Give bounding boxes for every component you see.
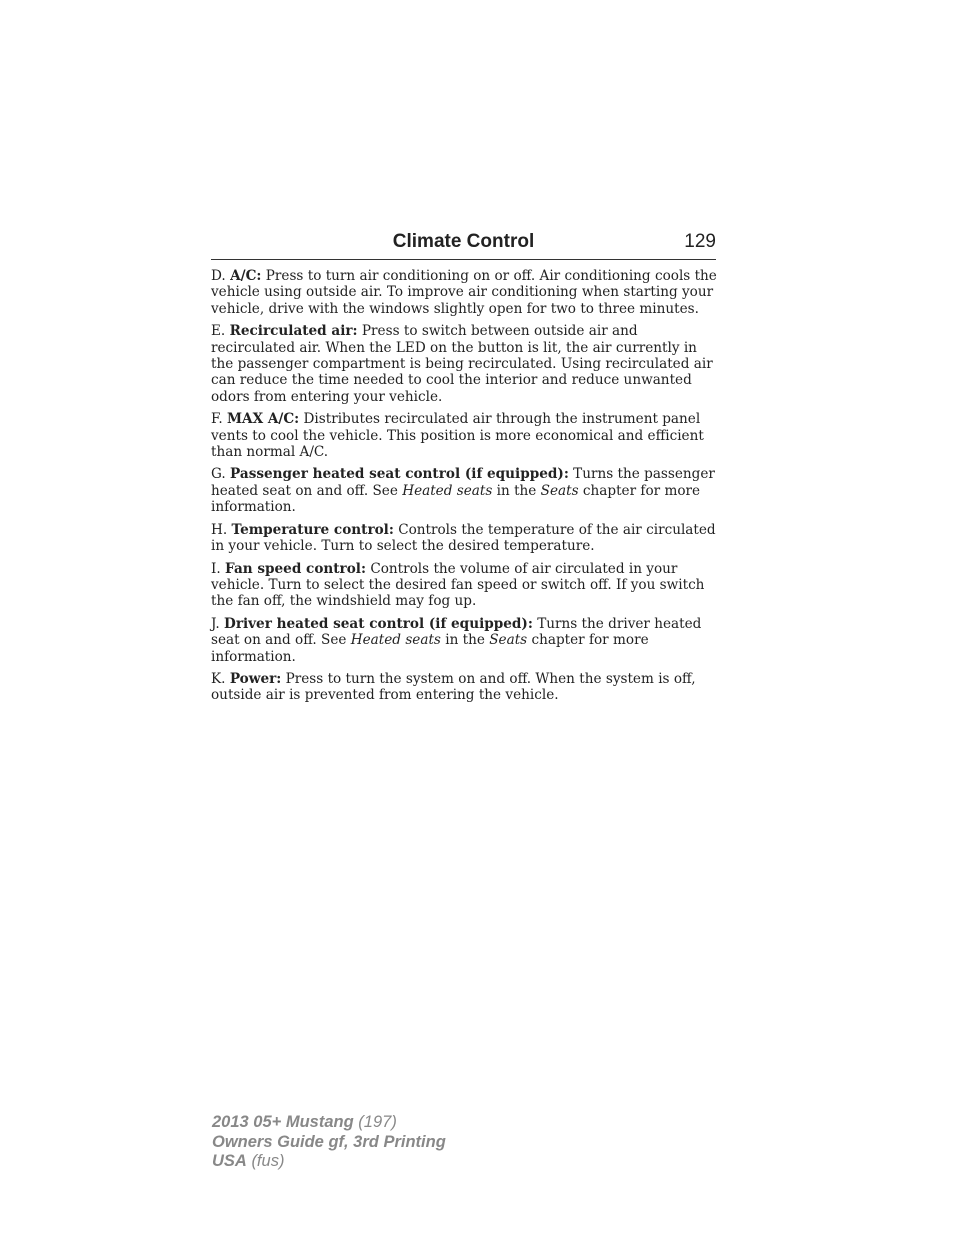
item-letter: D. <box>211 268 226 284</box>
item-term: Recirculated air: <box>229 323 358 340</box>
footer-market: USA <box>212 1152 247 1170</box>
cross-reference-seats: Seats <box>540 482 579 499</box>
item-letter: J. <box>211 615 220 632</box>
footer-line-market <box>212 1152 446 1172</box>
item-letter: K. <box>211 670 226 687</box>
item-text: Press to turn the system on and off. When the system is off, outside air is prevented from entering the vehicle. <box>211 670 696 704</box>
item-text: Turns the driver heated seat on and off. See <box>211 615 702 649</box>
item-term: Driver heated seat control (if equipped): <box>224 615 533 632</box>
page-body <box>211 268 717 710</box>
footer-model: 2013 05+ Mustang <box>212 1113 354 1131</box>
item-letter: H. <box>211 521 228 538</box>
item-f <box>211 411 717 460</box>
item-text: chapter for more information. <box>211 632 649 665</box>
item-text: Controls the temperature of the air circulated in your vehicle. Turn to select the desired temperature. <box>211 521 716 555</box>
item-d <box>211 268 717 317</box>
page-header <box>211 229 716 260</box>
item-letter: I. <box>211 560 221 577</box>
item-text: chapter for more information. <box>211 482 701 516</box>
item-text: Distributes recirculated air through the instrument panel vents to cool the vehicle. This position is more economical and efficient than normal A/C. <box>211 411 704 461</box>
page-footer <box>212 1113 446 1172</box>
item-term: MAX A/C: <box>226 411 300 428</box>
footer-guide: Owners Guide gf, 3rd Printing <box>212 1132 446 1151</box>
item-term: A/C: <box>230 268 262 284</box>
page-number: 129 <box>684 231 716 252</box>
item-text: Turns the passenger heated seat on and off. See <box>211 466 715 499</box>
item-term: Fan speed control: <box>225 560 366 577</box>
item-letter: G. <box>211 466 226 483</box>
item-term: Passenger heated seat control (if equipped): <box>230 466 569 483</box>
item-g <box>211 466 717 515</box>
item-term: Power: <box>229 670 282 687</box>
cross-reference-heated-seats: Heated seats <box>402 482 493 499</box>
item-text: Press to turn air conditioning on or off. Air conditioning cools the vehicle using outside air. To improve air conditioning when starting your vehicle, drive with the windows slightly open for two to three minutes. <box>211 268 717 317</box>
item-i <box>211 561 717 610</box>
footer-market-code: (fus) <box>251 1152 285 1170</box>
item-j <box>211 616 717 665</box>
item-k <box>211 671 717 704</box>
footer-model-code: (197) <box>358 1113 397 1131</box>
item-text: Controls the volume of air circulated in your vehicle. Turn to select the desired fan speed or switch off. If you switch the fan off, the windshield may fog up. <box>211 560 705 610</box>
cross-reference-seats: Seats <box>489 632 528 649</box>
chapter-title: Climate Control <box>392 231 535 252</box>
item-e <box>211 323 717 405</box>
footer-line-model <box>212 1113 446 1133</box>
item-letter: F. <box>211 411 223 428</box>
item-term: Temperature control: <box>231 521 394 538</box>
item-letter: E. <box>211 323 226 340</box>
item-h <box>211 522 717 555</box>
cross-reference-heated-seats: Heated seats <box>350 632 441 649</box>
item-text: in the <box>496 482 537 499</box>
item-text: in the <box>445 632 485 649</box>
item-text: Press to switch between outside air and recirculated air. When the LED on the button is lit, the air currently in the passenger compartment is being recirculated. Using recirculated air can reduce the time needed to cool the interior and reduce unwanted odors from entering your vehicle. <box>211 323 713 405</box>
footer-line-guide <box>212 1133 446 1153</box>
